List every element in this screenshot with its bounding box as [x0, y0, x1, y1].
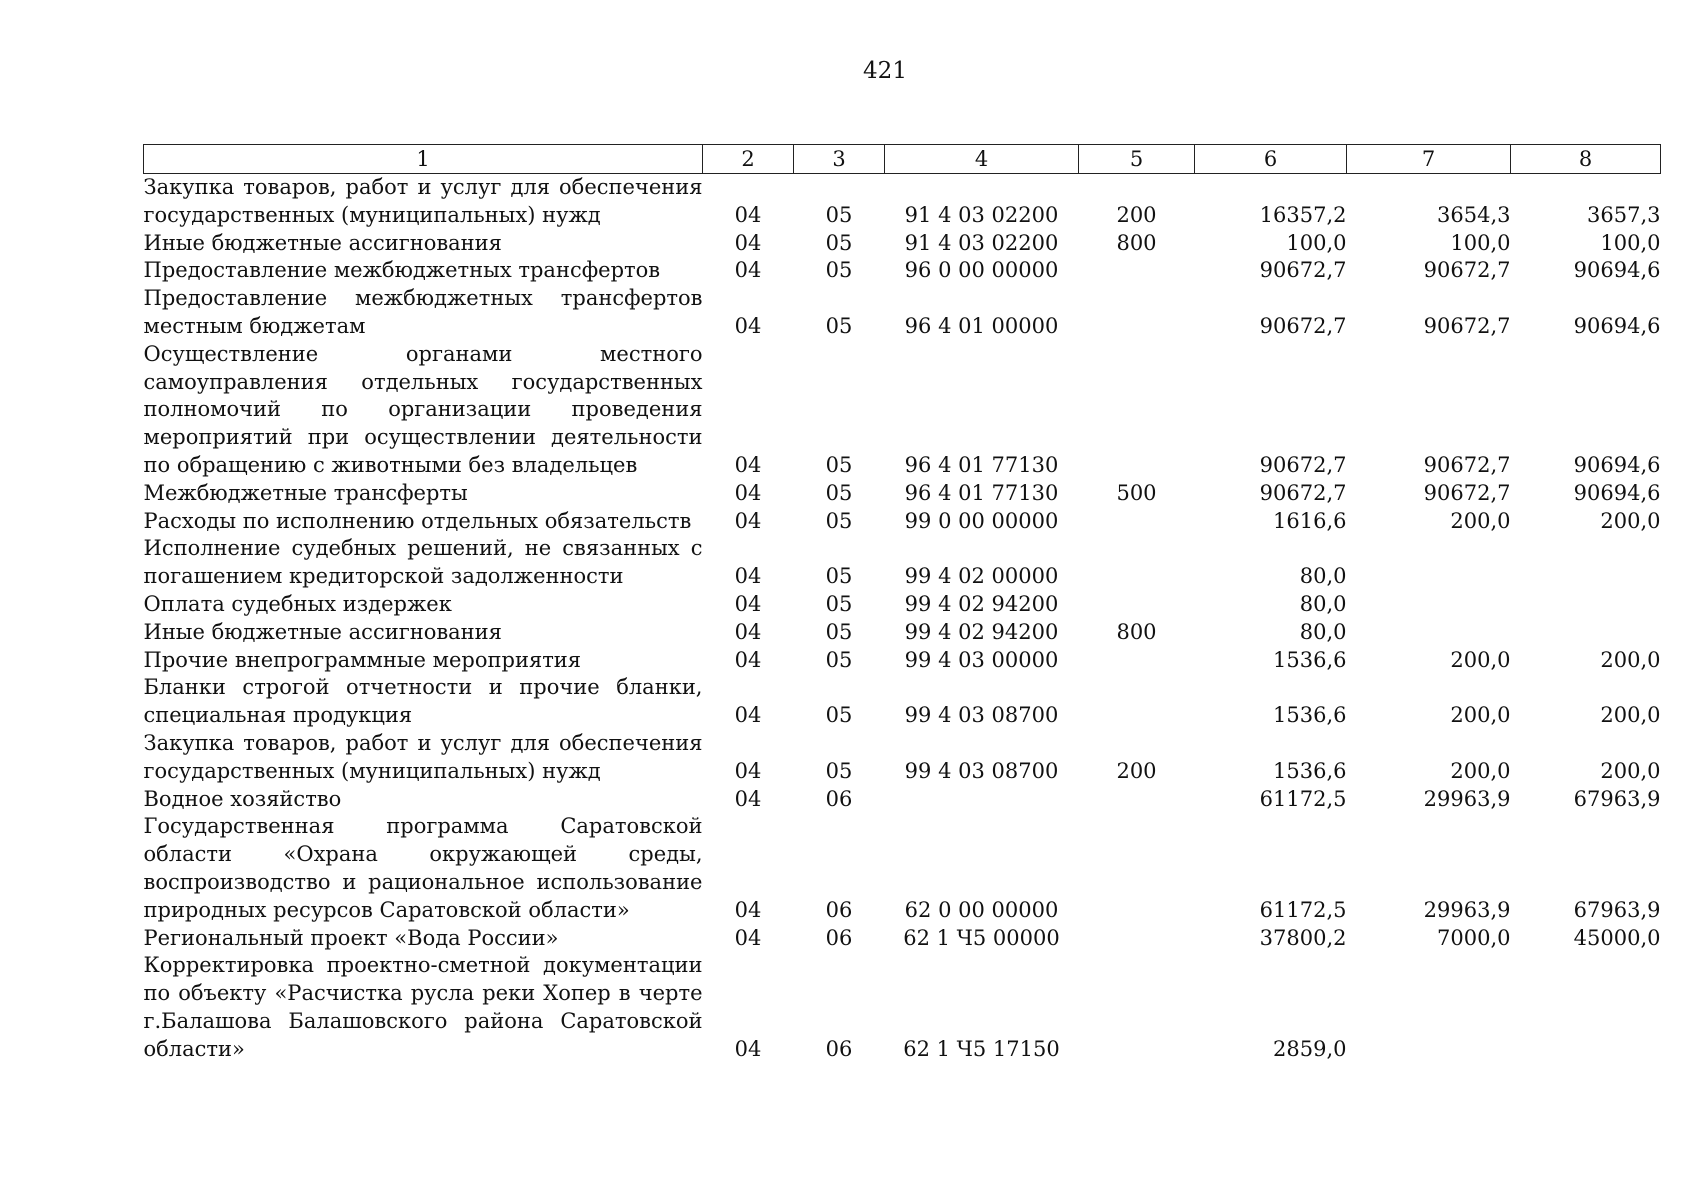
row-amount-3: 90694,6 [1573, 480, 1661, 505]
row-amount-1: 90672,7 [1259, 313, 1347, 338]
row-amount-1: 90672,7 [1259, 258, 1347, 283]
row-amount-1: 80,0 [1299, 564, 1347, 589]
row-amount-1: 100,0 [1286, 230, 1347, 255]
table-row [144, 674, 1661, 730]
row-subsection-code: 05 [825, 202, 853, 227]
row-target-article: 62 1 Ч5 00000 [903, 925, 1060, 950]
column-header-4: 4 [885, 145, 1079, 174]
row-target-article: 99 4 03 00000 [904, 647, 1059, 672]
row-expense-type: 200 [1116, 758, 1157, 783]
row-subsection-code: 05 [825, 480, 853, 505]
row-name: Межбюджетные трансферты [143, 480, 468, 505]
row-target-article: 96 4 01 77130 [904, 480, 1059, 505]
row-name: Оплата судебных издержек [143, 591, 452, 616]
row-section-code: 04 [734, 786, 762, 811]
row-name: Государственная программа Саратовской области «Охрана окружающей среды, воспроизводство и рациональное использование природных ресурсов Саратовской области» [143, 814, 703, 922]
row-amount-1: 90672,7 [1259, 480, 1347, 505]
column-header-8: 8 [1511, 145, 1661, 174]
row-subsection-code: 05 [825, 591, 853, 616]
row-section-code: 04 [734, 647, 762, 672]
row-amount-2: 90672,7 [1423, 258, 1511, 283]
column-header-1: 1 [144, 145, 703, 174]
row-expense-type [1079, 508, 1195, 536]
row-expense-type [1079, 591, 1195, 619]
table-row [144, 619, 1661, 647]
row-section-code: 04 [734, 925, 762, 950]
row-target-article: 99 4 03 08700 [904, 703, 1059, 728]
row-section-code: 04 [734, 258, 762, 283]
table-row [144, 174, 1661, 230]
row-expense-type: 500 [1116, 480, 1157, 505]
row-expense-type [1079, 285, 1195, 341]
row-amount-2: 90672,7 [1423, 313, 1511, 338]
row-subsection-code: 06 [825, 897, 853, 922]
row-amount-2: 29963,9 [1423, 786, 1511, 811]
row-name: Водное хозяйство [143, 786, 342, 811]
table-row [144, 230, 1661, 258]
row-name: Закупка товаров, работ и услуг для обеспечения государственных (муниципальных) нужд [143, 175, 703, 227]
row-amount-3: 67963,9 [1573, 897, 1661, 922]
row-amount-2: 200,0 [1450, 647, 1511, 672]
row-amount-3: 200,0 [1600, 508, 1661, 533]
row-amount-2: 29963,9 [1423, 897, 1511, 922]
row-section-code: 04 [734, 230, 762, 255]
row-section-code: 04 [734, 758, 762, 783]
row-target-article: 91 4 03 02200 [904, 202, 1059, 227]
row-section-code: 04 [734, 452, 762, 477]
row-amount-2: 100,0 [1450, 230, 1511, 255]
row-subsection-code: 05 [825, 619, 853, 644]
row-expense-type: 200 [1116, 202, 1157, 227]
row-expense-type [1079, 925, 1195, 953]
row-target-article: 96 4 01 77130 [904, 452, 1059, 477]
row-amount-1: 80,0 [1299, 591, 1347, 616]
table-row [144, 952, 1661, 1063]
table-row [144, 730, 1661, 786]
row-name: Осуществление органами местного самоуправления отдельных государственных полномочий по организации проведения мероприятий при осуществлении деятельности по обращению с животными без владельцев [143, 341, 703, 477]
row-amount-2: 90672,7 [1423, 452, 1511, 477]
row-section-code: 04 [734, 619, 762, 644]
row-amount-3 [1511, 591, 1661, 619]
table-row [144, 591, 1661, 619]
row-amount-1: 2859,0 [1273, 1036, 1347, 1061]
row-name: Прочие внепрограммные мероприятия [143, 647, 582, 672]
row-amount-2: 3654,3 [1437, 202, 1511, 227]
row-amount-1: 80,0 [1299, 619, 1347, 644]
row-amount-3: 200,0 [1600, 703, 1661, 728]
row-target-article: 99 4 02 94200 [904, 591, 1059, 616]
row-amount-3: 90694,6 [1573, 452, 1661, 477]
row-name: Бланки строгой отчетности и прочие бланки, специальная продукция [143, 675, 703, 728]
row-amount-2 [1347, 535, 1511, 591]
row-subsection-code: 05 [825, 703, 853, 728]
row-amount-3: 3657,3 [1587, 202, 1661, 227]
row-subsection-code: 06 [825, 786, 853, 811]
row-subsection-code: 06 [825, 1036, 853, 1061]
row-section-code: 04 [734, 897, 762, 922]
row-section-code: 04 [734, 480, 762, 505]
row-amount-1: 16357,2 [1259, 202, 1347, 227]
row-section-code: 04 [734, 202, 762, 227]
page-number: 421 [863, 58, 907, 84]
column-header-7: 7 [1347, 145, 1511, 174]
row-target-article: 62 1 Ч5 17150 [903, 1036, 1060, 1061]
row-section-code: 04 [734, 591, 762, 616]
row-target-article: 99 0 00 00000 [904, 508, 1059, 533]
column-header-3: 3 [794, 145, 885, 174]
column-header-2: 2 [703, 145, 794, 174]
table-row [144, 257, 1661, 285]
row-expense-type [1079, 786, 1195, 814]
row-subsection-code: 05 [825, 313, 853, 338]
row-target-article: 96 0 00 00000 [904, 258, 1059, 283]
row-name: Иные бюджетные ассигнования [143, 230, 502, 255]
table-row [144, 925, 1661, 953]
row-subsection-code: 06 [825, 925, 853, 950]
row-amount-1: 1536,6 [1273, 703, 1347, 728]
row-name: Закупка товаров, работ и услуг для обеспечения государственных (муниципальных) нужд [143, 730, 703, 783]
row-name: Предоставление межбюджетных трансфертов [143, 258, 661, 283]
row-name: Предоставление межбюджетных трансфертов местным бюджетам [143, 286, 703, 338]
column-header-5: 5 [1079, 145, 1195, 174]
row-amount-3: 200,0 [1600, 647, 1661, 672]
row-name: Расходы по исполнению отдельных обязательств [143, 508, 692, 533]
table-row [144, 786, 1661, 814]
row-name: Иные бюджетные ассигнования [143, 619, 502, 644]
row-name: Исполнение судебных решений, не связанных с погашением кредиторской задолженности [143, 536, 703, 589]
budget-table [143, 144, 1661, 1064]
row-expense-type [1079, 813, 1195, 924]
header-row [144, 145, 1661, 174]
row-subsection-code: 05 [825, 508, 853, 533]
row-amount-3: 100,0 [1600, 230, 1661, 255]
row-expense-type: 800 [1116, 619, 1157, 644]
row-amount-2: 200,0 [1450, 758, 1511, 783]
row-expense-type [1079, 257, 1195, 285]
row-amount-2 [1347, 952, 1511, 1063]
row-subsection-code: 05 [825, 452, 853, 477]
row-amount-1: 1536,6 [1273, 758, 1347, 783]
row-amount-3 [1511, 619, 1661, 647]
row-amount-3: 200,0 [1600, 758, 1661, 783]
row-name: Корректировка проектно-сметной документации по объекту «Расчистка русла реки Хопер в черте г.Балашова Балашовского района Саратовской области» [143, 953, 703, 1061]
row-target-article: 99 4 03 08700 [904, 758, 1059, 783]
row-amount-1: 1616,6 [1273, 508, 1347, 533]
row-amount-1: 90672,7 [1259, 452, 1347, 477]
table-row [144, 813, 1661, 924]
table-row [144, 480, 1661, 508]
row-amount-1: 61172,5 [1259, 786, 1347, 811]
row-subsection-code: 05 [825, 564, 853, 589]
row-section-code: 04 [734, 313, 762, 338]
row-amount-1: 61172,5 [1259, 897, 1347, 922]
row-amount-3 [1511, 535, 1661, 591]
row-amount-3: 90694,6 [1573, 258, 1661, 283]
table-row [144, 535, 1661, 591]
table-row [144, 647, 1661, 675]
row-amount-2 [1347, 591, 1511, 619]
row-target-article: 99 4 02 94200 [904, 619, 1059, 644]
row-name: Региональный проект «Вода России» [143, 925, 559, 950]
row-subsection-code: 05 [825, 258, 853, 283]
row-amount-1: 1536,6 [1273, 647, 1347, 672]
row-amount-2: 200,0 [1450, 703, 1511, 728]
row-section-code: 04 [734, 508, 762, 533]
row-subsection-code: 05 [825, 647, 853, 672]
row-subsection-code: 05 [825, 230, 853, 255]
row-amount-3: 90694,6 [1573, 313, 1661, 338]
table-row [144, 508, 1661, 536]
table-row [144, 341, 1661, 480]
row-expense-type [1079, 674, 1195, 730]
row-target-article: 96 4 01 00000 [904, 313, 1059, 338]
row-target-article: 99 4 02 00000 [904, 564, 1059, 589]
row-target-article [885, 786, 1079, 814]
row-expense-type [1079, 535, 1195, 591]
row-target-article: 91 4 03 02200 [904, 230, 1059, 255]
row-section-code: 04 [734, 703, 762, 728]
row-expense-type [1079, 952, 1195, 1063]
row-amount-3: 45000,0 [1573, 925, 1661, 950]
row-amount-1: 37800,2 [1259, 925, 1347, 950]
table-row [144, 285, 1661, 341]
row-amount-3: 67963,9 [1573, 786, 1661, 811]
row-expense-type [1079, 647, 1195, 675]
row-section-code: 04 [734, 1036, 762, 1061]
row-amount-2: 200,0 [1450, 508, 1511, 533]
row-subsection-code: 05 [825, 758, 853, 783]
row-expense-type [1079, 341, 1195, 480]
row-amount-2 [1347, 619, 1511, 647]
row-amount-2: 90672,7 [1423, 480, 1511, 505]
column-header-6: 6 [1195, 145, 1347, 174]
row-amount-3 [1511, 952, 1661, 1063]
row-section-code: 04 [734, 564, 762, 589]
row-expense-type: 800 [1116, 230, 1157, 255]
row-target-article: 62 0 00 00000 [904, 897, 1059, 922]
row-amount-2: 7000,0 [1437, 925, 1511, 950]
